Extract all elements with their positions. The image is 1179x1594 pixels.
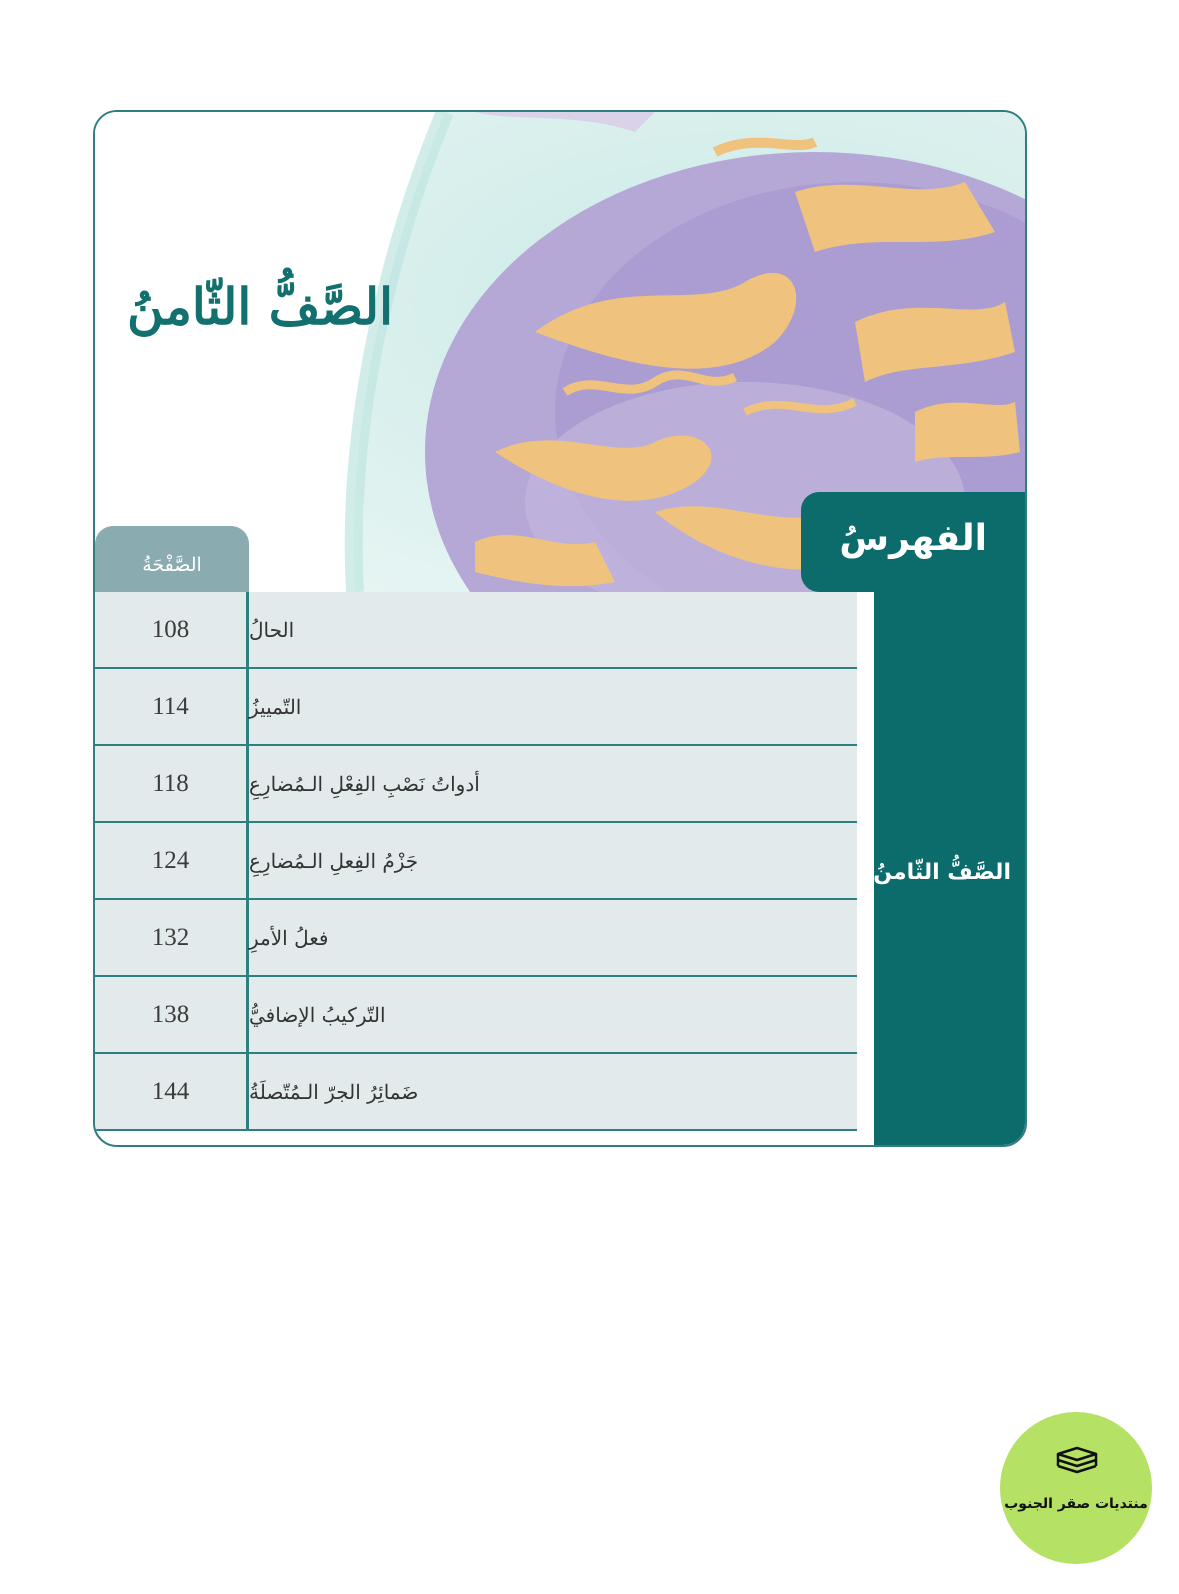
grade-sidebar-label: الصَّفُّ الثّامنُ	[873, 860, 1011, 885]
page-column-label: الصَّفْحَةُ	[142, 554, 202, 576]
page-column-header	[95, 526, 249, 592]
toc-lesson-title: التّركيبُ الإضافيُّ	[249, 1002, 386, 1027]
toc-page-number: 144	[95, 1054, 249, 1129]
toc-row[interactable]	[95, 977, 857, 1054]
toc-page-number: 124	[95, 823, 249, 898]
forum-watermark-badge[interactable]	[1000, 1412, 1152, 1564]
toc-page-number: 138	[95, 977, 249, 1052]
toc-row[interactable]	[95, 1054, 857, 1131]
books-stack-icon	[1054, 1446, 1100, 1478]
watermark-text: منتديات صقر الجنوب	[1004, 1496, 1148, 1512]
toc-table	[95, 592, 857, 1131]
toc-lesson-title: ضَمائِرُ الجرّ الـمُتّصلَةُ	[249, 1079, 419, 1104]
toc-card	[93, 110, 1027, 1147]
toc-lesson-title: فعلُ الأمرِ	[249, 925, 329, 950]
grade-sidebar	[874, 592, 1025, 1147]
toc-page-number: 114	[95, 669, 249, 744]
toc-page-number: 132	[95, 900, 249, 975]
toc-lesson-title: التّمييزُ	[249, 694, 302, 719]
toc-lesson-title: جَزْمُ الفِعلِ الـمُضارِعِ	[249, 848, 419, 873]
toc-page-number: 118	[95, 746, 249, 821]
toc-row[interactable]	[95, 900, 857, 977]
grade-title: الصَّفُّ الثّامنُ	[127, 277, 393, 336]
index-title: الفهرسُ	[839, 518, 987, 559]
toc-row[interactable]	[95, 823, 857, 900]
toc-lesson-title: الحالُ	[249, 617, 295, 642]
toc-row[interactable]	[95, 592, 857, 669]
toc-lesson-title: أدواتُ نَصْبِ الفِعْلِ الـمُضارِعِ	[249, 771, 480, 796]
toc-page-number: 108	[95, 592, 249, 667]
index-tab	[801, 492, 1025, 592]
toc-row[interactable]	[95, 746, 857, 823]
toc-row[interactable]	[95, 669, 857, 746]
